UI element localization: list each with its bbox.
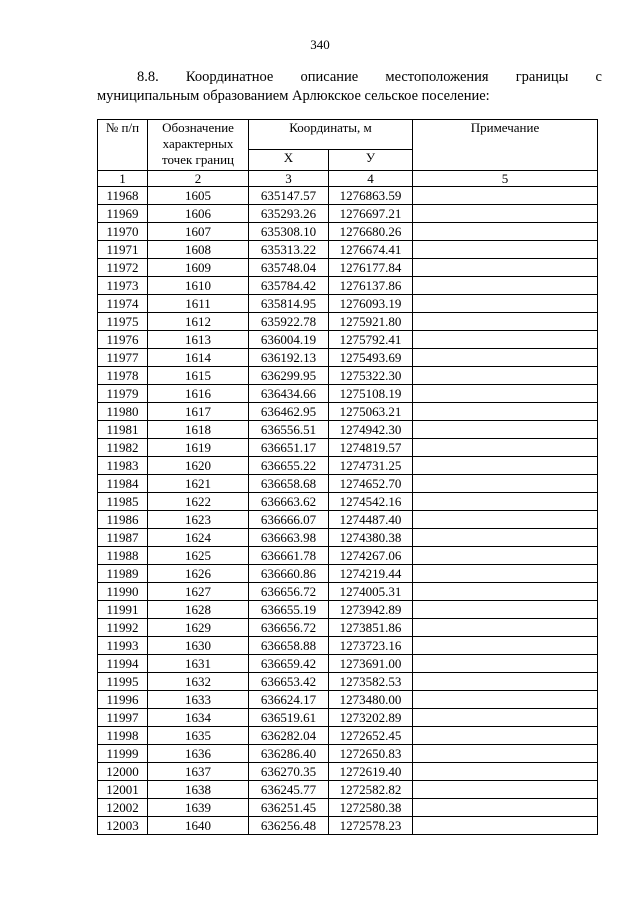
cell-point: 1617 (148, 403, 249, 421)
cell-y: 1275921.80 (329, 313, 413, 331)
table-row (98, 475, 598, 493)
cell-num: 11969 (98, 205, 148, 223)
cell-y: 1276680.26 (329, 223, 413, 241)
cell-note (413, 745, 598, 763)
table-row (98, 277, 598, 295)
table-row (98, 349, 598, 367)
cell-note (413, 241, 598, 259)
cell-point: 1633 (148, 691, 249, 709)
column-number: 4 (329, 171, 413, 187)
cell-num: 11991 (98, 601, 148, 619)
cell-y: 1275493.69 (329, 349, 413, 367)
cell-point: 1628 (148, 601, 249, 619)
cell-num: 12002 (98, 799, 148, 817)
cell-x: 636251.45 (249, 799, 329, 817)
cell-x: 636624.17 (249, 691, 329, 709)
cell-note (413, 529, 598, 547)
cell-y: 1272652.45 (329, 727, 413, 745)
table-row (98, 727, 598, 745)
cell-point: 1637 (148, 763, 249, 781)
table-row (98, 619, 598, 637)
cell-point: 1610 (148, 277, 249, 295)
cell-note (413, 475, 598, 493)
cell-x: 636666.07 (249, 511, 329, 529)
cell-num: 11973 (98, 277, 148, 295)
cell-point: 1635 (148, 727, 249, 745)
table-row (98, 241, 598, 259)
table-row (98, 511, 598, 529)
cell-point: 1640 (148, 817, 249, 835)
cell-num: 11984 (98, 475, 148, 493)
table-row (98, 367, 598, 385)
cell-note (413, 601, 598, 619)
cell-x: 636434.66 (249, 385, 329, 403)
table-row (98, 205, 598, 223)
cell-num: 11980 (98, 403, 148, 421)
coordinates-table (97, 119, 598, 835)
cell-num: 11988 (98, 547, 148, 565)
cell-y: 1272582.82 (329, 781, 413, 799)
cell-point: 1636 (148, 745, 249, 763)
cell-y: 1273691.00 (329, 655, 413, 673)
cell-point: 1630 (148, 637, 249, 655)
cell-note (413, 637, 598, 655)
cell-point: 1618 (148, 421, 249, 439)
cell-y: 1275792.41 (329, 331, 413, 349)
cell-num: 11992 (98, 619, 148, 637)
cell-y: 1274267.06 (329, 547, 413, 565)
cell-num: 11979 (98, 385, 148, 403)
header-num: № п/п (98, 120, 148, 171)
cell-x: 636655.22 (249, 457, 329, 475)
cell-point: 1611 (148, 295, 249, 313)
cell-x: 636192.13 (249, 349, 329, 367)
cell-y: 1274731.25 (329, 457, 413, 475)
cell-num: 11976 (98, 331, 148, 349)
header-point: Обозначение характерных точек границ (148, 120, 249, 171)
cell-num: 11975 (98, 313, 148, 331)
cell-y: 1274942.30 (329, 421, 413, 439)
cell-x: 635313.22 (249, 241, 329, 259)
column-number-row (98, 171, 598, 187)
header-x: Х (249, 150, 329, 171)
cell-num: 11972 (98, 259, 148, 277)
table-row (98, 529, 598, 547)
cell-point: 1616 (148, 385, 249, 403)
cell-x: 636462.95 (249, 403, 329, 421)
cell-x: 636663.62 (249, 493, 329, 511)
cell-x: 636655.19 (249, 601, 329, 619)
heading-word: Координатное (185, 69, 274, 85)
cell-num: 11987 (98, 529, 148, 547)
cell-y: 1276697.21 (329, 205, 413, 223)
cell-x: 636651.17 (249, 439, 329, 457)
cell-y: 1275108.19 (329, 385, 413, 403)
cell-note (413, 313, 598, 331)
cell-note (413, 691, 598, 709)
table-row (98, 763, 598, 781)
cell-note (413, 547, 598, 565)
cell-x: 636270.35 (249, 763, 329, 781)
column-number: 1 (98, 171, 148, 187)
section-heading (97, 68, 602, 106)
cell-point: 1622 (148, 493, 249, 511)
heading-word: описание (300, 69, 359, 85)
cell-point: 1621 (148, 475, 249, 493)
cell-note (413, 511, 598, 529)
table-row (98, 781, 598, 799)
cell-point: 1632 (148, 673, 249, 691)
column-number: 3 (249, 171, 329, 187)
table-row (98, 817, 598, 835)
page-number: 340 (310, 37, 330, 52)
cell-y: 1275322.30 (329, 367, 413, 385)
table-row (98, 583, 598, 601)
cell-y: 1272619.40 (329, 763, 413, 781)
cell-note (413, 385, 598, 403)
cell-x: 636658.68 (249, 475, 329, 493)
table-row (98, 709, 598, 727)
cell-x: 636282.04 (249, 727, 329, 745)
table-row (98, 223, 598, 241)
cell-y: 1273582.53 (329, 673, 413, 691)
cell-point: 1639 (148, 799, 249, 817)
cell-y: 1274652.70 (329, 475, 413, 493)
cell-y: 1274819.57 (329, 439, 413, 457)
cell-x: 636660.86 (249, 565, 329, 583)
cell-y: 1273851.86 (329, 619, 413, 637)
cell-note (413, 223, 598, 241)
cell-y: 1274542.16 (329, 493, 413, 511)
cell-y: 1272580.38 (329, 799, 413, 817)
heading-word: с (595, 69, 602, 85)
cell-point: 1626 (148, 565, 249, 583)
table-row (98, 457, 598, 475)
cell-y: 1273723.16 (329, 637, 413, 655)
cell-num: 11990 (98, 583, 148, 601)
column-number: 5 (413, 171, 598, 187)
cell-point: 1625 (148, 547, 249, 565)
table-row (98, 565, 598, 583)
cell-point: 1614 (148, 349, 249, 367)
cell-note (413, 439, 598, 457)
cell-point: 1634 (148, 709, 249, 727)
cell-note (413, 331, 598, 349)
header-y: У (329, 150, 413, 171)
heading-line-1 (97, 68, 602, 87)
table-row (98, 745, 598, 763)
cell-x: 636256.48 (249, 817, 329, 835)
cell-y: 1272578.23 (329, 817, 413, 835)
cell-y: 1276137.86 (329, 277, 413, 295)
cell-note (413, 295, 598, 313)
cell-y: 1273480.00 (329, 691, 413, 709)
cell-note (413, 259, 598, 277)
cell-num: 12000 (98, 763, 148, 781)
cell-note (413, 421, 598, 439)
cell-note (413, 403, 598, 421)
cell-y: 1274380.38 (329, 529, 413, 547)
table-row (98, 403, 598, 421)
cell-y: 1276674.41 (329, 241, 413, 259)
header-coords: Координаты, м (249, 120, 413, 150)
cell-x: 636656.72 (249, 583, 329, 601)
table-row (98, 493, 598, 511)
cell-note (413, 205, 598, 223)
table-row (98, 259, 598, 277)
cell-num: 11986 (98, 511, 148, 529)
cell-note (413, 727, 598, 745)
heading-line-2: муниципальным образованием Арлюкское сельское поселение: (97, 88, 490, 104)
cell-num: 11968 (98, 187, 148, 205)
table-row (98, 601, 598, 619)
cell-point: 1627 (148, 583, 249, 601)
table-row (98, 295, 598, 313)
cell-num: 11996 (98, 691, 148, 709)
cell-point: 1608 (148, 241, 249, 259)
heading-word: границы (515, 69, 569, 85)
cell-num: 11978 (98, 367, 148, 385)
table-row (98, 313, 598, 331)
cell-y: 1275063.21 (329, 403, 413, 421)
cell-num: 11982 (98, 439, 148, 457)
cell-note (413, 781, 598, 799)
cell-num: 11983 (98, 457, 148, 475)
cell-x: 636299.95 (249, 367, 329, 385)
cell-note (413, 583, 598, 601)
cell-y: 1274219.44 (329, 565, 413, 583)
cell-num: 11997 (98, 709, 148, 727)
cell-y: 1276093.19 (329, 295, 413, 313)
cell-num: 11971 (98, 241, 148, 259)
cell-num: 11995 (98, 673, 148, 691)
table-row (98, 439, 598, 457)
cell-point: 1609 (148, 259, 249, 277)
cell-x: 636653.42 (249, 673, 329, 691)
table-row (98, 655, 598, 673)
table-body (98, 187, 598, 835)
cell-x: 636658.88 (249, 637, 329, 655)
cell-point: 1623 (148, 511, 249, 529)
column-number: 2 (148, 171, 249, 187)
cell-note (413, 763, 598, 781)
cell-point: 1615 (148, 367, 249, 385)
cell-x: 635748.04 (249, 259, 329, 277)
cell-x: 636661.78 (249, 547, 329, 565)
cell-note (413, 655, 598, 673)
cell-note (413, 457, 598, 475)
cell-num: 12001 (98, 781, 148, 799)
cell-point: 1613 (148, 331, 249, 349)
cell-num: 11974 (98, 295, 148, 313)
cell-note (413, 187, 598, 205)
cell-x: 635308.10 (249, 223, 329, 241)
cell-num: 11998 (98, 727, 148, 745)
cell-x: 636656.72 (249, 619, 329, 637)
cell-y: 1274487.40 (329, 511, 413, 529)
cell-note (413, 799, 598, 817)
cell-note (413, 709, 598, 727)
cell-note (413, 817, 598, 835)
cell-x: 636519.61 (249, 709, 329, 727)
section-number: 8.8. (137, 69, 159, 85)
cell-y: 1273202.89 (329, 709, 413, 727)
cell-point: 1620 (148, 457, 249, 475)
cell-note (413, 349, 598, 367)
table-row (98, 385, 598, 403)
cell-num: 11994 (98, 655, 148, 673)
table-row (98, 799, 598, 817)
cell-num: 11999 (98, 745, 148, 763)
cell-point: 1605 (148, 187, 249, 205)
table-row (98, 547, 598, 565)
cell-x: 635784.42 (249, 277, 329, 295)
cell-num: 11981 (98, 421, 148, 439)
cell-num: 12003 (98, 817, 148, 835)
table-row (98, 673, 598, 691)
cell-note (413, 565, 598, 583)
cell-x: 635293.26 (249, 205, 329, 223)
cell-point: 1607 (148, 223, 249, 241)
cell-note (413, 673, 598, 691)
table-row (98, 331, 598, 349)
cell-x: 635922.78 (249, 313, 329, 331)
heading-word: местоположения (385, 69, 489, 85)
cell-point: 1638 (148, 781, 249, 799)
cell-y: 1273942.89 (329, 601, 413, 619)
cell-x: 636663.98 (249, 529, 329, 547)
table-row (98, 691, 598, 709)
table-row (98, 421, 598, 439)
table-row (98, 637, 598, 655)
cell-x: 636659.42 (249, 655, 329, 673)
cell-x: 636245.77 (249, 781, 329, 799)
cell-point: 1606 (148, 205, 249, 223)
table-row (98, 187, 598, 205)
cell-note (413, 277, 598, 295)
cell-point: 1619 (148, 439, 249, 457)
cell-y: 1274005.31 (329, 583, 413, 601)
cell-note (413, 367, 598, 385)
cell-num: 11970 (98, 223, 148, 241)
header-note: Примечание (413, 120, 598, 171)
cell-point: 1629 (148, 619, 249, 637)
cell-num: 11985 (98, 493, 148, 511)
cell-x: 636004.19 (249, 331, 329, 349)
cell-num: 11989 (98, 565, 148, 583)
cell-num: 11977 (98, 349, 148, 367)
cell-y: 1276863.59 (329, 187, 413, 205)
cell-point: 1624 (148, 529, 249, 547)
cell-note (413, 619, 598, 637)
cell-point: 1631 (148, 655, 249, 673)
cell-x: 635814.95 (249, 295, 329, 313)
cell-num: 11993 (98, 637, 148, 655)
cell-x: 636556.51 (249, 421, 329, 439)
cell-y: 1276177.84 (329, 259, 413, 277)
cell-x: 635147.57 (249, 187, 329, 205)
cell-x: 636286.40 (249, 745, 329, 763)
cell-note (413, 493, 598, 511)
cell-point: 1612 (148, 313, 249, 331)
cell-y: 1272650.83 (329, 745, 413, 763)
